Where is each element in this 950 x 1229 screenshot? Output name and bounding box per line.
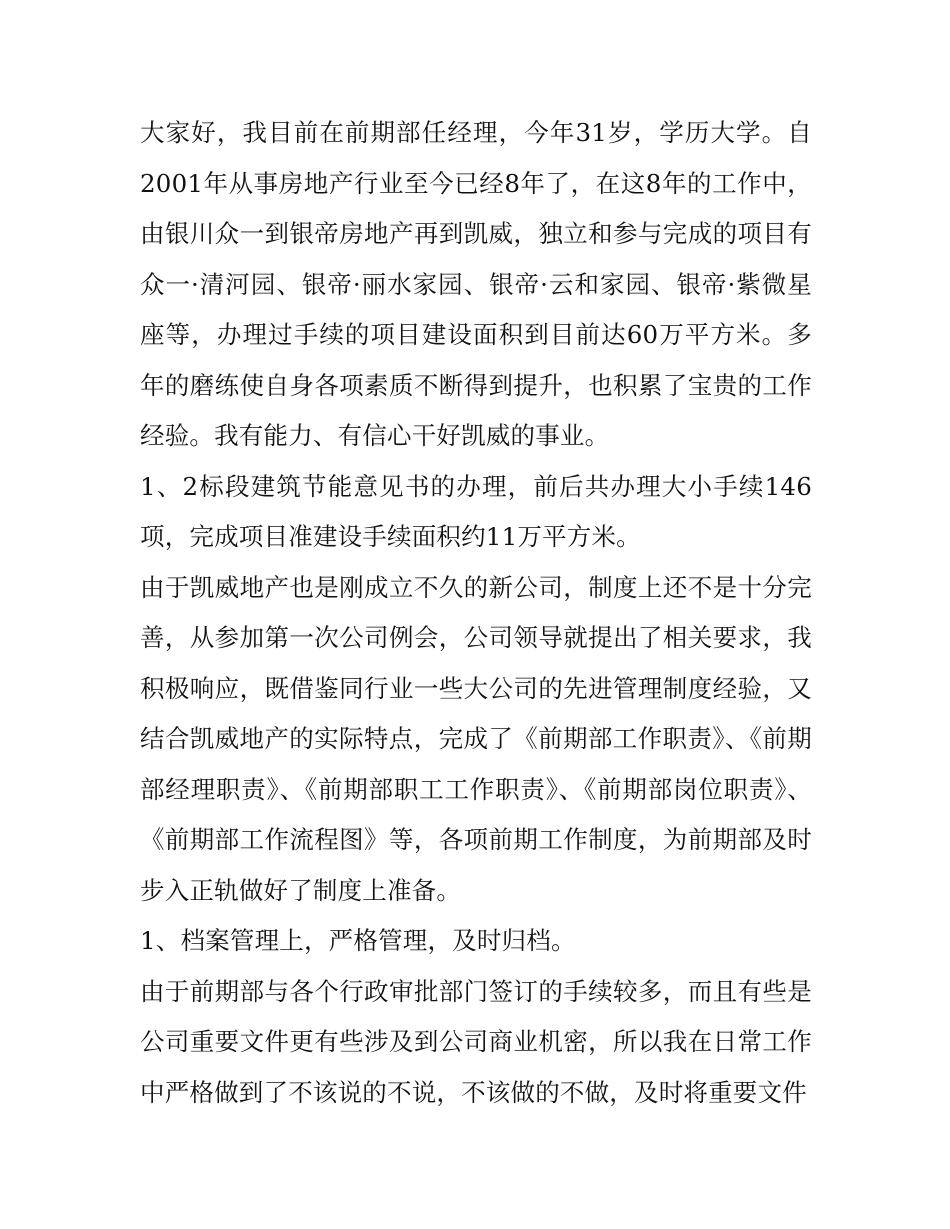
paragraph-system-building: 由于凯威地产也是刚成立不久的新公司，制度上还不是十分完善，从参加第一次公司例会，公司领导就提出了相关要求，我积极响应，既借鉴同行业一些大公司的先进管理制度经验，又结合凯威地产的实际特点，完成了《前期部工作职责》、《前期部经理职责》、《前期部职工工作职责》、《前期部岗位职责》、《前期部工作流程图》等，各项前期工作制度，为前期部及时步入正轨做好了制度上准备。 — [140, 572, 812, 905]
document-body — [140, 108, 812, 1118]
paragraph-energy-opinion: 1、2标段建筑节能意见书的办理，前后共办理大小手续146项，完成项目准建设手续面积约11万平方米。 — [140, 471, 812, 551]
paragraph-introduction: 大家好，我目前在前期部任经理，今年31岁，学历大学。自2001年从事房地产行业至今已经8年了，在这8年的工作中，由银川众一到银帝房地产再到凯威，独立和参与完成的项目有众一·清河园、银帝·丽水家园、银帝·云和家园、银帝·紫微星座等，办理过手续的项目建设面积到目前达60万平方米。多年的磨练使自身各项素质不断得到提升，也积累了宝贵的工作经验。我有能力、有信心干好凯威的事业。 — [140, 118, 812, 450]
paragraph-archive-detail: 由于前期部与各个行政审批部门签订的手续较多，而且有些是公司重要文件更有些涉及到公司商业机密，所以我在日常工作中严格做到了不该说的不说，不该做的不做，及时将重要文件 — [140, 976, 812, 1107]
paragraph-archive-heading: 1、档案管理上，严格管理，及时归档。 — [140, 926, 576, 955]
